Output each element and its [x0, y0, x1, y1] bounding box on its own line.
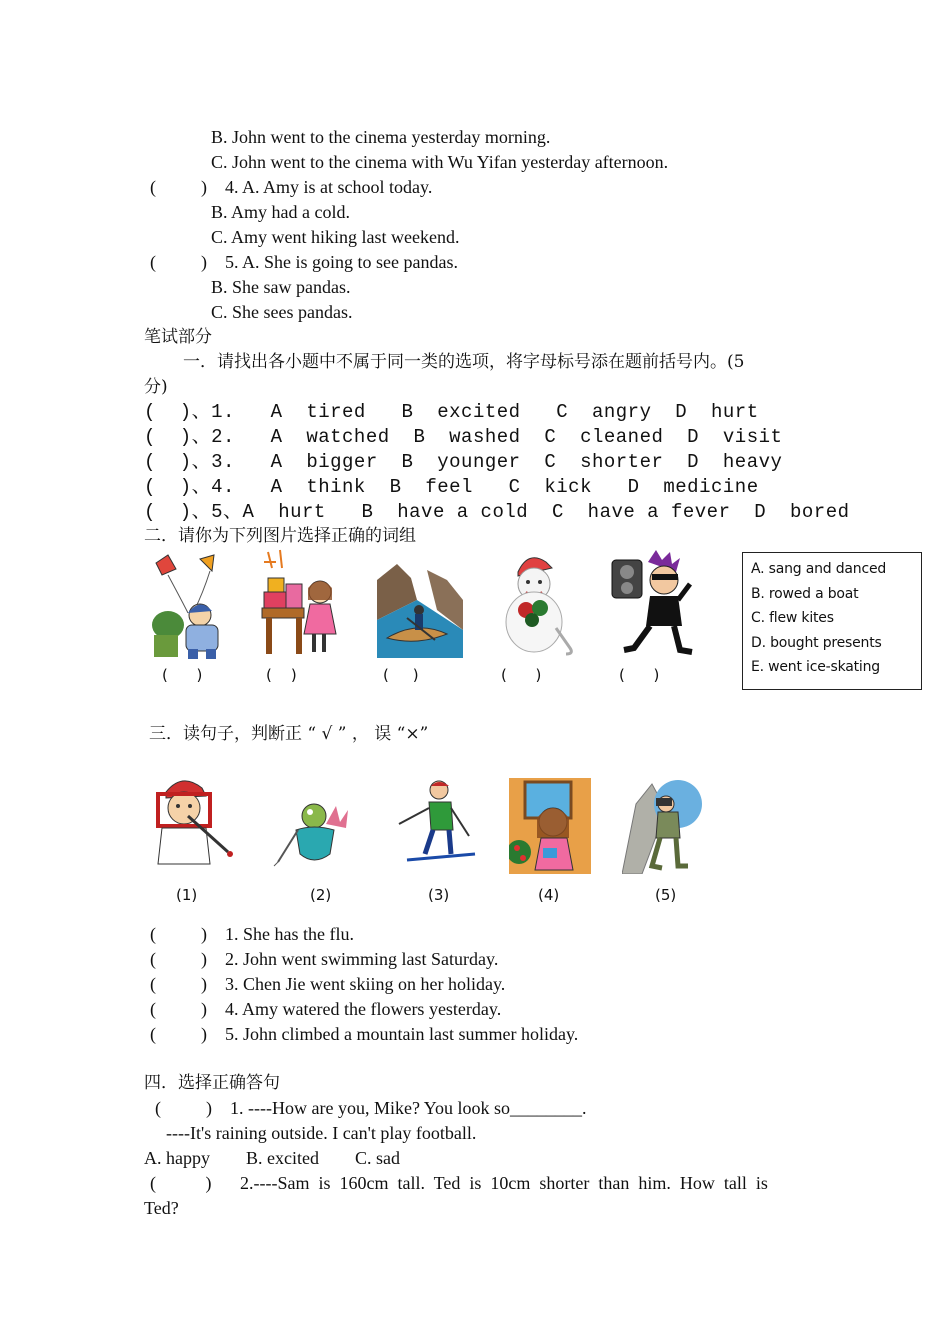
picture-answer-bracket[interactable]: ( ) — [162, 666, 203, 684]
skiing-picture — [395, 778, 477, 870]
picture-label: (1) — [176, 886, 198, 904]
listening-q3-option-b: B. John went to the cinema yesterday morning. — [211, 127, 551, 147]
listening-q4-option-c: C. Amy went hiking last weekend. — [211, 227, 460, 247]
written-section-heading: 笔试部分 — [144, 327, 212, 347]
section1-row-2: ( )、2. A watched B washed C cleaned D visit — [144, 426, 783, 448]
section1-row-3: ( )、3. A bigger B younger C shorter D heavy — [144, 451, 783, 473]
picture-label: (2) — [310, 886, 332, 904]
kite-flying-picture — [148, 553, 230, 659]
answer-bracket[interactable]: ( ) — [150, 949, 207, 969]
question-2: 2.----Sam is 160cm tall. Ted is 10cm shorter than him. How tall is — [240, 1173, 768, 1193]
listening-q5-option-c: C. She sees pandas. — [211, 302, 353, 322]
bought-presents-picture — [258, 548, 340, 658]
question-1-options: A. happy B. excited C. sad — [144, 1148, 400, 1168]
listening-q4-option-b: B. Amy had a cold. — [211, 202, 350, 222]
section1-row-4: ( )、4. A think B feel C kick D medicine — [144, 476, 759, 498]
section1-row-5: ( )、5、A hurt B have a cold C have a fever D bored — [144, 501, 850, 523]
question-2-cont: Ted? — [144, 1198, 179, 1218]
listening-q4-option-a: 4. A. Amy is at school today. — [225, 177, 433, 197]
phrase-option: B. rowed a boat — [751, 585, 859, 602]
section3-title: 三．读句子，判断正 “ √ ” ， 误 “×” — [149, 724, 429, 744]
picture-label: (3) — [428, 886, 450, 904]
phrase-options-box — [742, 552, 922, 690]
question-1: 1. ----How are you, Mike? You look so________. — [230, 1098, 587, 1118]
sang-danced-picture — [610, 550, 694, 658]
judge-item-5: 5. John climbed a mountain last summer holiday. — [225, 1024, 579, 1044]
section1-row-1: ( )、1. A tired B excited C angry D hurt — [144, 401, 759, 423]
question-1-answer: ----It's raining outside. I can't play football. — [166, 1123, 477, 1143]
listening-q5-option-b: B. She saw pandas. — [211, 277, 351, 297]
answer-bracket[interactable]: ( ) — [150, 177, 207, 197]
rowed-boat-picture — [377, 560, 463, 658]
ice-skating-snowman-picture — [496, 550, 580, 658]
section1-instruction: 一．请找出各小题中不属于同一类的选项，将字母标号添在题前括号内。(5 — [183, 352, 745, 372]
picture-answer-bracket[interactable]: ( ) — [501, 666, 542, 684]
picture-label: (5) — [655, 886, 677, 904]
mountain-climbing-picture — [622, 774, 704, 874]
picture-answer-bracket[interactable]: ( ) — [383, 666, 419, 684]
listening-q3-option-c: C. John went to the cinema with Wu Yifan yesterday afternoon. — [211, 152, 669, 172]
answer-bracket[interactable]: ( ) — [155, 1098, 212, 1118]
phrase-option: D. bought presents — [751, 634, 882, 651]
answer-bracket[interactable]: ( ) — [150, 1024, 207, 1044]
answer-bracket[interactable]: ( ) — [150, 1173, 212, 1193]
section2-title: 二．请你为下列图片选择正确的词组 — [144, 526, 416, 546]
phrase-option: C. flew kites — [751, 610, 834, 626]
watering-flowers-picture — [509, 778, 591, 874]
judge-item-1: 1. She has the flu. — [225, 924, 354, 944]
picture-answer-bracket[interactable]: ( ) — [266, 666, 297, 684]
answer-bracket[interactable]: ( ) — [150, 924, 207, 944]
judge-item-3: 3. Chen Jie went skiing on her holiday. — [225, 974, 506, 994]
fishing-picture — [270, 800, 358, 868]
phrase-option: E. went ice-skating — [751, 659, 880, 675]
judge-item-4: 4. Amy watered the flowers yesterday. — [225, 999, 502, 1019]
phrase-option: A. sang and danced — [751, 561, 887, 577]
judge-item-2: 2. John went swimming last Saturday. — [225, 949, 499, 969]
answer-bracket[interactable]: ( ) — [150, 999, 207, 1019]
flu-picture — [152, 772, 238, 868]
answer-bracket[interactable]: ( ) — [150, 974, 207, 994]
section1-instruction-cont: 分) — [144, 377, 168, 397]
listening-q5-option-a: 5. A. She is going to see pandas. — [225, 252, 458, 272]
picture-answer-bracket[interactable]: ( ) — [619, 666, 660, 684]
section4-title: 四．选择正确答句 — [144, 1073, 280, 1093]
picture-label: (4) — [538, 886, 560, 904]
answer-bracket[interactable]: ( ) — [150, 252, 207, 272]
